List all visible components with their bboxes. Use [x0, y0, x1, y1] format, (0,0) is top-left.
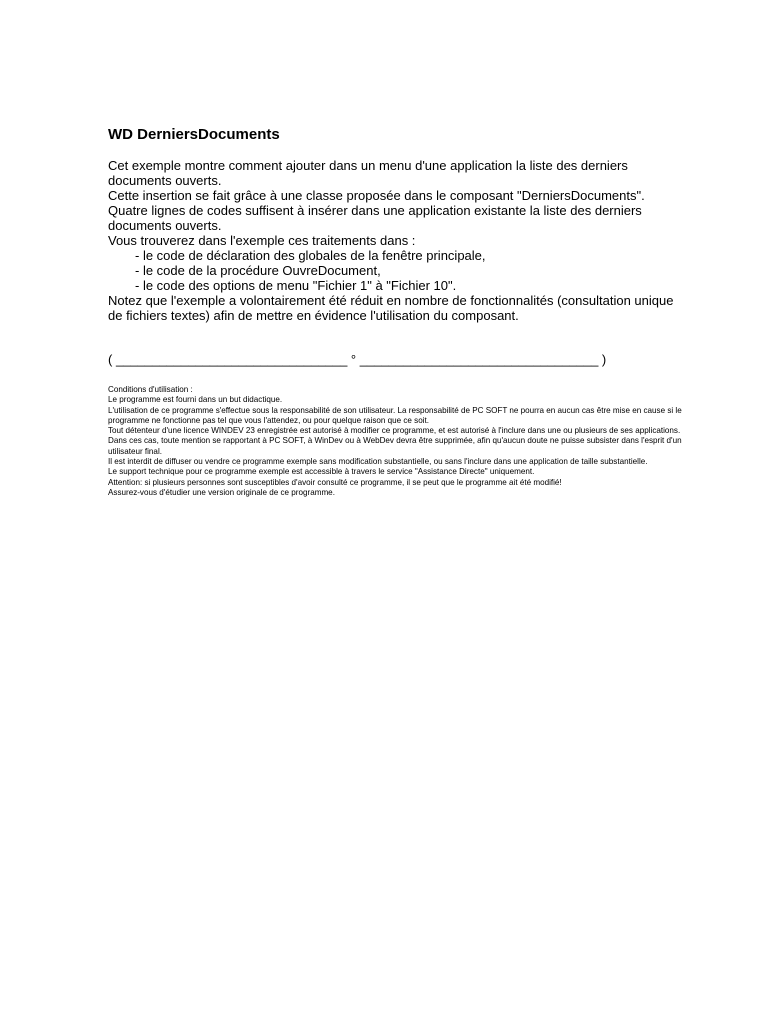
document-body	[108, 158, 688, 323]
separator-line: ( ________________________________ ° _________________________________ )	[108, 352, 607, 367]
conditions-line: L'utilisation de ce programme s'effectue sous la responsabilité de son utilisateur. La responsabilité de PC SOFT ne pourra en aucun cas être mise en cause si le programme ne fonctionne pas tel que vous l'attendez, ou pour quelque raison que ce soit.	[108, 405, 682, 425]
conditions-block	[108, 385, 682, 498]
intro-line: Cet exemple montre comment ajouter dans un menu d'une application la liste des derniers documents ouverts.	[108, 158, 628, 188]
conditions-heading: Conditions d'utilisation :	[108, 385, 193, 394]
document-title: WD DerniersDocuments	[108, 126, 280, 143]
conditions-line: Attention: si plusieurs personnes sont susceptibles d'avoir consulté ce programme, il se peut que le programme ait été modifié!	[108, 477, 562, 487]
list-item: - le code de déclaration des globales de la fenêtre principale,	[135, 248, 486, 263]
conditions-line: Assurez-vous d'étudier une version originale de ce programme.	[108, 487, 335, 497]
intro-line: Cette insertion se fait grâce à une classe proposée dans le composant "DerniersDocuments".	[108, 188, 645, 203]
list-item: - le code des options de menu "Fichier 1" à "Fichier 10".	[135, 278, 457, 293]
conditions-line: Le programme est fourni dans un but didactique.	[108, 395, 283, 405]
conditions-line: Tout détenteur d'une licence WINDEV 23 enregistrée est autorisé à modifier ce programme, et est autorisé à l'inclure dans une ou plusieurs de ses applications. Dans ces cas, toute mention se rapportant à PC SOFT, à WinDev ou à WebDev devra être supprimée, afin qu'aucun doute ne puisse subsister dans l'esprit d'un utilisateur final.	[108, 426, 682, 456]
conditions-line: Il est interdit de diffuser ou vendre ce programme exemple sans modification substantielle, ou sans l'inclure dans une application de taille substantielle.	[108, 457, 648, 467]
conditions-line: Le support technique pour ce programme exemple est accessible à travers le service "Assistance Directe" uniquement.	[108, 467, 535, 477]
intro-line: Quatre lignes de codes suffisent à insérer dans une application existante la liste des derniers documents ouverts.	[108, 203, 642, 233]
document-page	[108, 126, 688, 498]
list-item: - le code de la procédure OuvreDocument,	[135, 263, 381, 278]
intro-line: Vous trouverez dans l'exemple ces traitements dans :	[108, 233, 416, 248]
note-paragraph: Notez que l'exemple a volontairement été réduit en nombre de fonctionnalités (consultation unique de fichiers textes) afin de mettre en évidence l'utilisation du composant.	[108, 293, 674, 323]
